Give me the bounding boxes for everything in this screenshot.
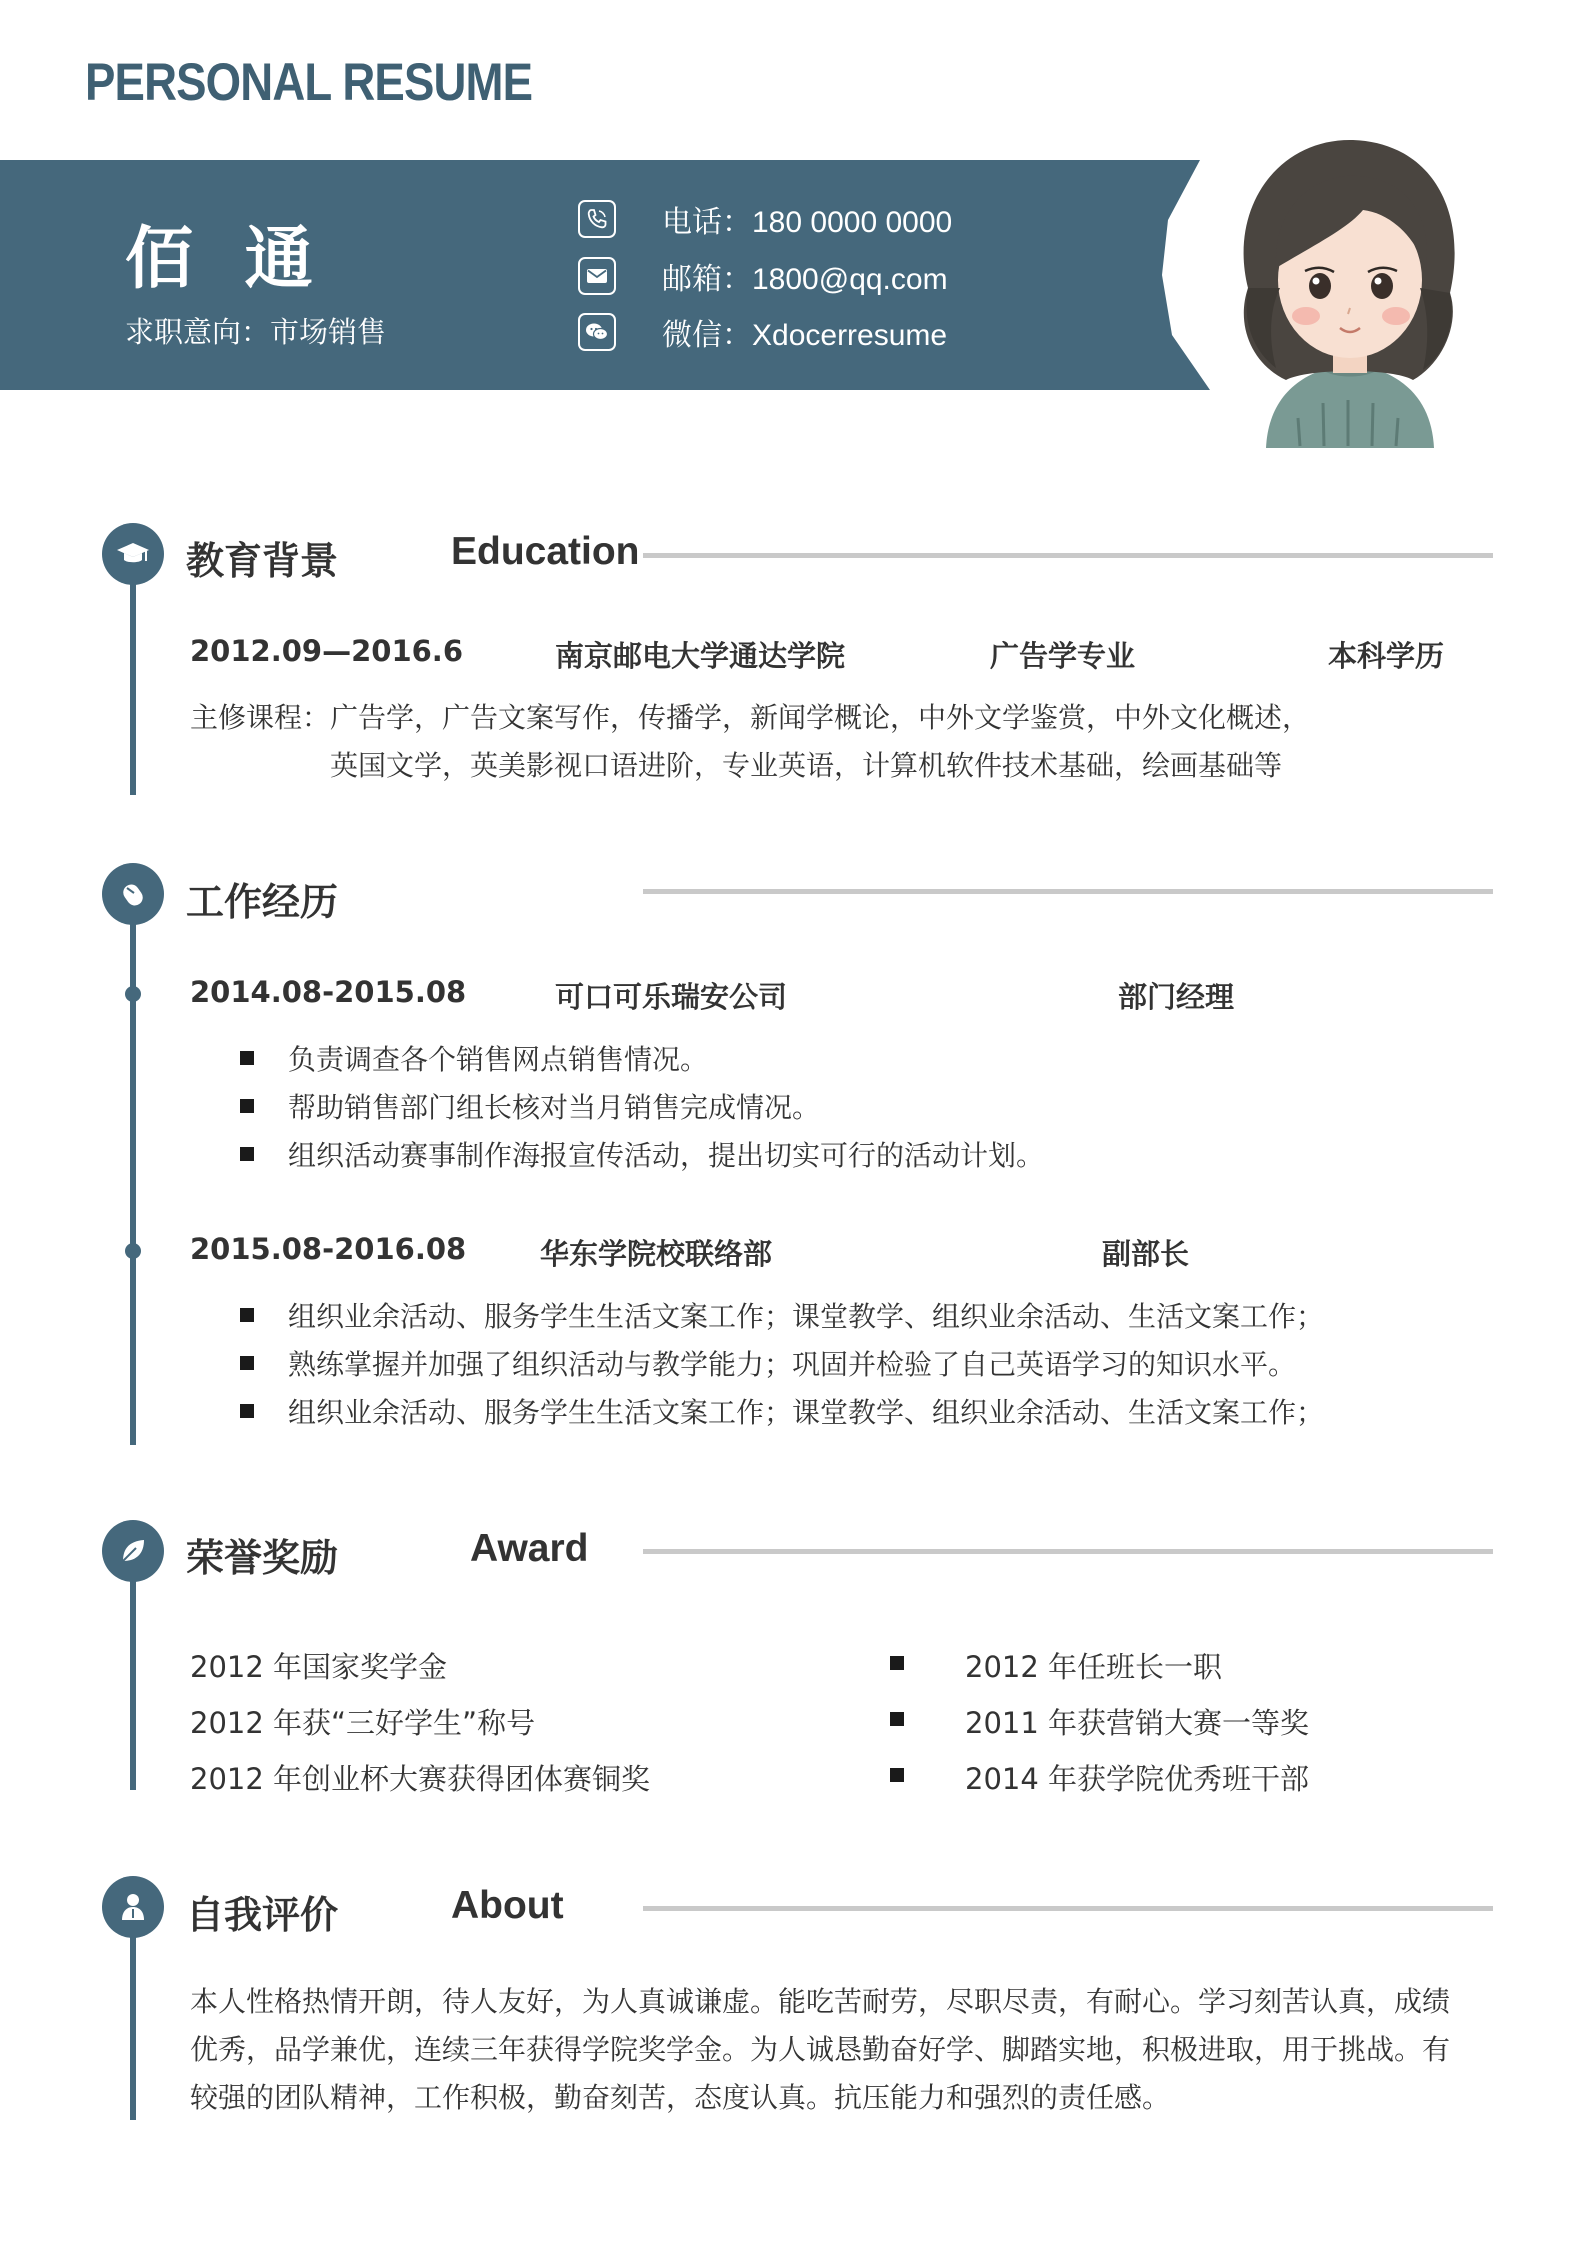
job-1-bullet-1: 负责调查各个销售网点销售情况。 bbox=[288, 1043, 709, 1076]
bullet-square bbox=[240, 1356, 254, 1370]
list-item bbox=[240, 1291, 1324, 1339]
about-line-3: 较强的团队精神，工作积极，勤奋刻苦，态度认真。抗压能力和强烈的责任感。 bbox=[190, 2081, 1171, 2114]
list-item bbox=[240, 1339, 1296, 1387]
job-2-period: 2015.08-2016.08 bbox=[190, 1232, 467, 1266]
job-1-period: 2014.08-2015.08 bbox=[190, 975, 467, 1009]
timeline-line-award bbox=[130, 1570, 136, 1790]
job-2-role: 副部长 bbox=[1102, 1237, 1190, 1271]
candidate-name: 佰 通 bbox=[125, 220, 327, 299]
about-line-1: 本人性格热情开朗，待人友好，为人真诚谦虚。能吃苦耐劳，尽职尽责，有耐心。学习刻苦认真，成绩 bbox=[190, 1985, 1451, 2018]
award-right-3: 2014 年获学院优秀班干部 bbox=[965, 1762, 1310, 1796]
job-1-company: 可口可乐瑞安公司 bbox=[555, 980, 788, 1014]
contact-email bbox=[578, 254, 948, 298]
education-courses-line2: 英国文学，英美影视口语进阶，专业英语，计算机软件技术基础，绘画基础等 bbox=[330, 749, 1283, 782]
bullet-square bbox=[240, 1099, 254, 1113]
list-item bbox=[240, 1130, 1044, 1178]
job-intent: 求职意向：市场销售 bbox=[125, 315, 387, 349]
wechat-text: 微信：Xdocerresume bbox=[662, 319, 948, 352]
mouse-icon bbox=[102, 863, 164, 925]
about-title-en: About bbox=[451, 1884, 564, 1927]
education-courses-line1: 主修课程：广告学，广告文案写作，传播学，新闻学概论，中外文学鉴赏，中外文化概述， bbox=[190, 701, 1311, 734]
award-divider bbox=[643, 1549, 1493, 1554]
email-text: 邮箱：1800@qq.com bbox=[662, 263, 948, 296]
wechat-icon bbox=[578, 313, 616, 351]
bullet-square bbox=[890, 1712, 904, 1726]
about-divider bbox=[643, 1906, 1493, 1911]
bullet-square bbox=[890, 1768, 904, 1782]
bullet-square bbox=[240, 1051, 254, 1065]
phone-icon bbox=[578, 200, 616, 238]
work-divider bbox=[643, 889, 1493, 894]
award-left-2: 2012 年获“三好学生”称号 bbox=[190, 1706, 536, 1740]
bullet-square bbox=[240, 1404, 254, 1418]
education-title-cn: 教育背景 bbox=[186, 539, 339, 583]
education-period: 2012.09—2016.6 bbox=[190, 634, 463, 668]
bullet-square bbox=[240, 1308, 254, 1322]
education-title-en: Education bbox=[451, 530, 640, 573]
education-degree: 本科学历 bbox=[1328, 639, 1445, 673]
timeline-line-about bbox=[130, 1930, 136, 2120]
contact-phone bbox=[578, 197, 952, 241]
graduation-cap-icon bbox=[102, 523, 164, 585]
education-school: 南京邮电大学通达学院 bbox=[555, 639, 846, 673]
list-item bbox=[240, 1034, 708, 1082]
list-item bbox=[240, 1082, 820, 1130]
award-left-3: 2012 年创业杯大赛获得团体赛铜奖 bbox=[190, 1762, 651, 1796]
bullet-square bbox=[890, 1656, 904, 1670]
job-2-bullet-3: 组织业余活动、服务学生生活文案工作；课堂教学、组织业余活动、生活文案工作； bbox=[288, 1396, 1325, 1429]
contact-wechat bbox=[578, 310, 947, 354]
timeline-line-work bbox=[130, 890, 136, 1445]
bullet-square bbox=[240, 1147, 254, 1161]
avatar bbox=[1188, 118, 1508, 458]
education-major: 广告学专业 bbox=[990, 639, 1136, 673]
award-title-cn: 荣誉奖励 bbox=[186, 1536, 339, 1580]
job-1-bullet-3: 组织活动赛事制作海报宣传活动，提出切实可行的活动计划。 bbox=[288, 1139, 1045, 1172]
award-right-1: 2012 年任班长一职 bbox=[965, 1650, 1223, 1684]
page-title: PERSONAL RESUME bbox=[85, 53, 533, 112]
job-2-bullet-1: 组织业余活动、服务学生生活文案工作；课堂教学、组织业余活动、生活文案工作； bbox=[288, 1300, 1325, 1333]
job-2-node bbox=[125, 1243, 141, 1259]
job-1-node bbox=[125, 986, 141, 1002]
leaf-icon bbox=[102, 1520, 164, 1582]
about-line-2: 优秀，品学兼优，连续三年获得学院奖学金。为人诚恳勤奋好学、脚踏实地，积极进取，用于挑战。有 bbox=[190, 2033, 1451, 2066]
person-icon bbox=[102, 1876, 164, 1938]
education-divider bbox=[643, 553, 1493, 558]
mail-icon bbox=[578, 257, 616, 295]
job-1-role: 部门经理 bbox=[1118, 980, 1235, 1014]
job-2-company: 华东学院校联络部 bbox=[540, 1237, 773, 1271]
about-title-cn: 自我评价 bbox=[186, 1893, 339, 1937]
phone-text: 电话：180 0000 0000 bbox=[662, 206, 953, 239]
job-1-bullet-2: 帮助销售部门组长核对当月销售完成情况。 bbox=[288, 1091, 821, 1124]
award-left-1: 2012 年国家奖学金 bbox=[190, 1650, 448, 1684]
list-item bbox=[240, 1387, 1324, 1435]
award-title-en: Award bbox=[470, 1527, 589, 1570]
job-2-bullet-2: 熟练掌握并加强了组织活动与教学能力；巩固并检验了自己英语学习的知识水平。 bbox=[288, 1348, 1297, 1381]
award-right-2: 2011 年获营销大赛一等奖 bbox=[965, 1706, 1310, 1740]
work-title-cn: 工作经历 bbox=[186, 880, 339, 924]
